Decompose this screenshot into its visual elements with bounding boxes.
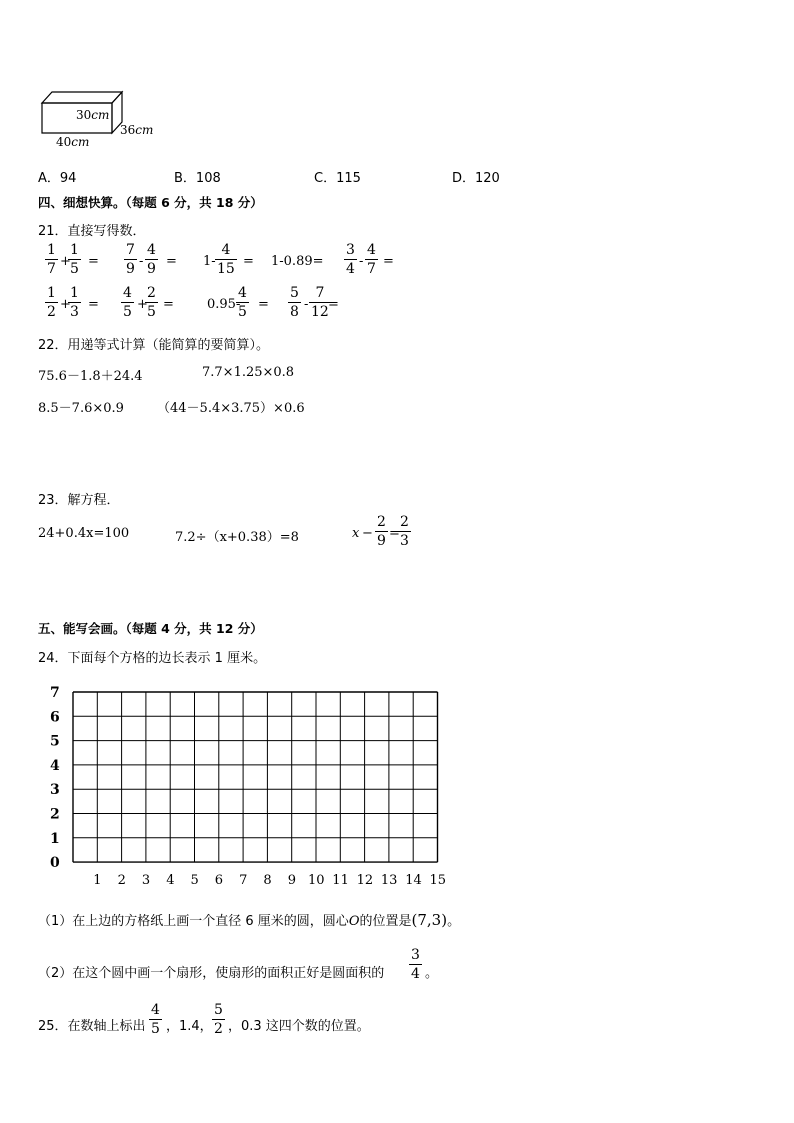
q24-part2-frac: $\frac{3}{4}$ — [411, 947, 420, 982]
q22-expr1: 75.6－1.8＋24.4 — [38, 369, 143, 384]
q21-r1e1-eq: = — [88, 254, 99, 269]
grid-x-label: 10 — [308, 873, 325, 885]
q21-r2e4-frac-a: $\frac{5}{8}$ — [290, 285, 299, 320]
q22-expr2: 7.7×1.25×0.8 — [202, 365, 295, 380]
grid-x-label: 14 — [405, 873, 422, 885]
q22-expr3: 8.5－7.6×0.9 — [38, 401, 124, 416]
grid-y-label: 3 — [50, 782, 60, 799]
q23-eq3-var: x — [352, 526, 360, 541]
q22-title: 22．用递等式计算（能简算的要简算）。 — [38, 338, 270, 353]
grid-x-label: 13 — [380, 873, 398, 885]
q23-eq3-frac-a: $\frac{2}{9}$ — [377, 514, 386, 549]
q21-r2e3-frac: $\frac{4}{5}$ — [238, 285, 247, 320]
q25-mid: ，1.4， — [166, 1019, 213, 1034]
q24-part1: （1）在上边的方格纸上画一个直径 6 厘米的圆，圆心O的位置是(7,3)。 — [38, 911, 461, 929]
q21-r1e5-op: - — [359, 254, 364, 269]
q21-r1e3-frac: $\frac{4}{15}$ — [217, 242, 235, 277]
q21-r2e1-eq: = — [88, 297, 99, 312]
q24-part2-text: （2）在这个圆中画一个扇形，使扇形的面积正好是圆面积的 — [38, 966, 385, 981]
q21-r2e2-frac-b: $\frac{2}{5}$ — [147, 285, 156, 320]
q21-r2e4-frac-b: $\frac{7}{12}$ — [311, 285, 329, 320]
grid-x-label: 12 — [356, 873, 374, 885]
q24-title: 24．下面每个方格的边长表示 1 厘米。 — [38, 651, 267, 666]
q21-r2e3-prefix: 0.95- — [207, 297, 241, 312]
q21-r1e5-eq: = — [383, 254, 394, 269]
q21-title: 21．直接写得数． — [38, 224, 146, 239]
depth-label: 36cm — [120, 123, 154, 137]
grid-x-labels — [93, 873, 446, 885]
q21-r2e1-op: + — [60, 297, 71, 312]
q25-frac1: $\frac{4}{5}$ — [151, 1002, 160, 1037]
q25-pre: 25．在数轴上标出 — [38, 1019, 146, 1034]
cuboid-figure — [40, 88, 160, 148]
q23-eq3-eq: = — [389, 526, 400, 541]
section4-heading: 四、细想快算。（每题 6 分，共 18 分） — [38, 195, 263, 210]
grid-y-label: 0 — [50, 855, 60, 872]
option-b: B．108 — [174, 171, 221, 186]
grid-x-label: 9 — [287, 873, 296, 885]
grid-x-label: 3 — [141, 873, 151, 885]
option-d: D．120 — [452, 171, 500, 186]
q21-r1e2-frac-a: $\frac{7}{9}$ — [126, 242, 135, 277]
q22-expr4: （44－5.4×3.75）×0.6 — [157, 401, 305, 416]
q21-r1e1-frac-a: $\frac{1}{7}$ — [47, 242, 56, 277]
grid-x-label: 2 — [117, 873, 126, 885]
q21-r1e2-eq: = — [166, 254, 177, 269]
q21-r2e1-frac-a: $\frac{1}{2}$ — [47, 285, 56, 320]
q21-r1e3-eq: = — [243, 254, 254, 269]
grid-x-label: 8 — [263, 873, 272, 885]
grid-x-label: 1 — [93, 873, 102, 885]
q23-title: 23．解方程． — [38, 493, 120, 508]
q21-r2e1-frac-b: $\frac{1}{3}$ — [70, 285, 79, 320]
height-label: 30cm — [76, 108, 110, 122]
q21-r1e5-frac-b: $\frac{4}{7}$ — [367, 242, 376, 277]
grid-paper — [40, 680, 490, 885]
option-a: A．94 — [38, 171, 77, 186]
q21-r2e4-op: - — [304, 297, 309, 312]
grid-x-label: 5 — [190, 873, 199, 885]
grid-y-label: 1 — [50, 830, 60, 847]
grid-x-label: 11 — [332, 873, 349, 885]
grid-x-label: 6 — [214, 873, 224, 885]
width-label: 40cm — [56, 135, 90, 149]
q25-end: ，0.3 这四个数的位置。 — [228, 1019, 370, 1034]
grid-y-label: 4 — [50, 757, 60, 774]
grid-y-label: 6 — [50, 709, 60, 726]
q21-r2e3-eq: = — [258, 297, 269, 312]
section5-heading: 五、能写会画。（每题 4 分，共 12 分） — [38, 621, 263, 636]
q23-eq1: 24+0.4x=100 — [38, 526, 130, 541]
grid-x-label: 7 — [239, 873, 248, 885]
q21-r2e4-eq: = — [328, 297, 339, 312]
grid-lines — [73, 692, 438, 862]
grid-x-label: 15 — [429, 873, 447, 885]
grid-y-label: 7 — [50, 685, 60, 701]
q23-eq2: 7.2÷（x+0.38）=8 — [175, 530, 299, 545]
grid-y-label: 2 — [50, 806, 60, 823]
grid-x-label: 4 — [166, 873, 175, 885]
q21-r2e2-op: + — [137, 297, 148, 312]
option-c: C．115 — [314, 171, 361, 186]
q21-r1e2-frac-b: $\frac{4}{9}$ — [147, 242, 156, 277]
q21-r1e4: 1-0.89= — [271, 254, 324, 269]
q23-eq3-op: − — [362, 526, 373, 541]
q23-eq3-frac-b: $\frac{2}{3}$ — [400, 514, 409, 549]
grid-y-labels — [50, 685, 60, 871]
q24-part2-end: 。 — [425, 966, 439, 981]
q21-r2e2-eq: = — [163, 297, 174, 312]
q21-r1e2-op: - — [139, 254, 144, 269]
q25-frac2: $\frac{5}{2}$ — [214, 1002, 223, 1037]
q21-r1e3-prefix: 1- — [203, 254, 216, 269]
grid-y-label: 5 — [50, 733, 60, 750]
q21-r1e5-frac-a: $\frac{3}{4}$ — [346, 242, 355, 277]
q21-r2e2-frac-a: $\frac{4}{5}$ — [123, 285, 132, 320]
q21-r1e1-frac-b: $\frac{1}{5}$ — [70, 242, 79, 277]
q21-r1e1-op: + — [60, 254, 71, 269]
